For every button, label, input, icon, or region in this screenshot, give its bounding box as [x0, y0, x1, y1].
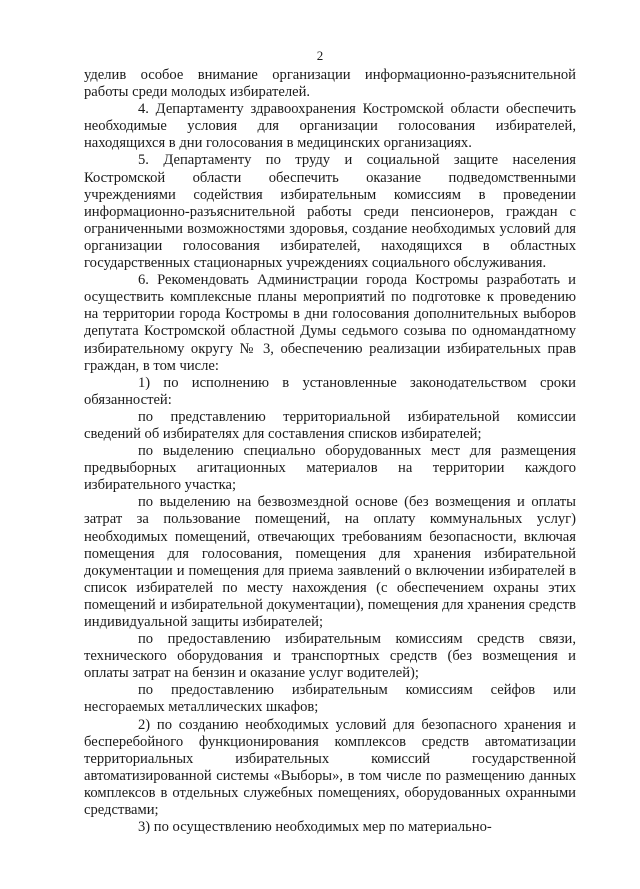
paragraph: по предоставлению избирательным комиссиям сейфов или несгораемых металлических шкафов; — [84, 682, 576, 716]
paragraph: по выделению специально оборудованных мест для размещения предвыборных агитационных материалов на территории каждого избирательного участка; — [84, 443, 576, 494]
paragraph: 1) по исполнению в установленные законодательством сроки обязанностей: — [84, 374, 576, 408]
paragraph: уделив особое внимание организации информационно-разъяснительной работы среди молодых избирателей. — [84, 67, 576, 101]
paragraph: 5. Департаменту по труду и социальной защите населения Костромской области обеспечить оказание подведомственными учреждениями содействия избирательным комиссиям в проведении информационно-разъяснительной работы среди пенсионеров, граждан с ограниченными возможностями здоровья, создание необходимых условий для организации голосования избирателей, находящихся в областных государственных стационарных учреждениях социального обслуживания. — [84, 152, 576, 272]
document-body — [84, 67, 576, 836]
paragraph: 6. Рекомендовать Администрации города Костромы разработать и осуществить комплексные планы мероприятий по подготовке к проведению на территории города Костромы в дни голосования дополнительных выборов депутата Костромской областной Думы седьмого созыва по одномандатному избирательному округу № 3, обеспечению реализации избирательных прав граждан, в том числе: — [84, 272, 576, 374]
paragraph: по представлению территориальной избирательной комиссии сведений об избирателях для составления списков избирателей; — [84, 408, 576, 442]
paragraph: по предоставлению избирательным комиссиям средств связи, технического оборудования и транспортных средств (без возмещения и оплаты затрат на бензин и оказание услуг водителей); — [84, 631, 576, 682]
paragraph: 4. Департаменту здравоохранения Костромской области обеспечить необходимые условия для организации голосования избирателей, находящихся в дни голосования в медицинских организациях. — [84, 101, 576, 152]
page-number: 2 — [316, 48, 324, 63]
paragraph: 3) по осуществлению необходимых мер по материально- — [138, 819, 492, 836]
paragraph: по выделению на безвозмездной основе (без возмещения и оплаты затрат за пользование помещений, на оплату коммунальных услуг) необходимых помещений, отвечающих требованиям безопасности, включая помещения для голосования, помещения для хранения избирательной документации и помещения для приема заявлений о включении избирателей в список избирателей по месту нахождения (с обеспечением охраны этих помещений и избирательной документации), помещения для хранения средств индивидуальной защиты избирателей; — [84, 494, 576, 630]
paragraph: 2) по созданию необходимых условий для безопасного хранения и бесперебойного функционирования комплексов средств автоматизации территориальных избирательных комиссий государственной автоматизированной системы «Выборы», в том числе по размещению данных комплексов в отдельных служебных помещениях, оборудованных охранными средствами; — [84, 716, 576, 819]
